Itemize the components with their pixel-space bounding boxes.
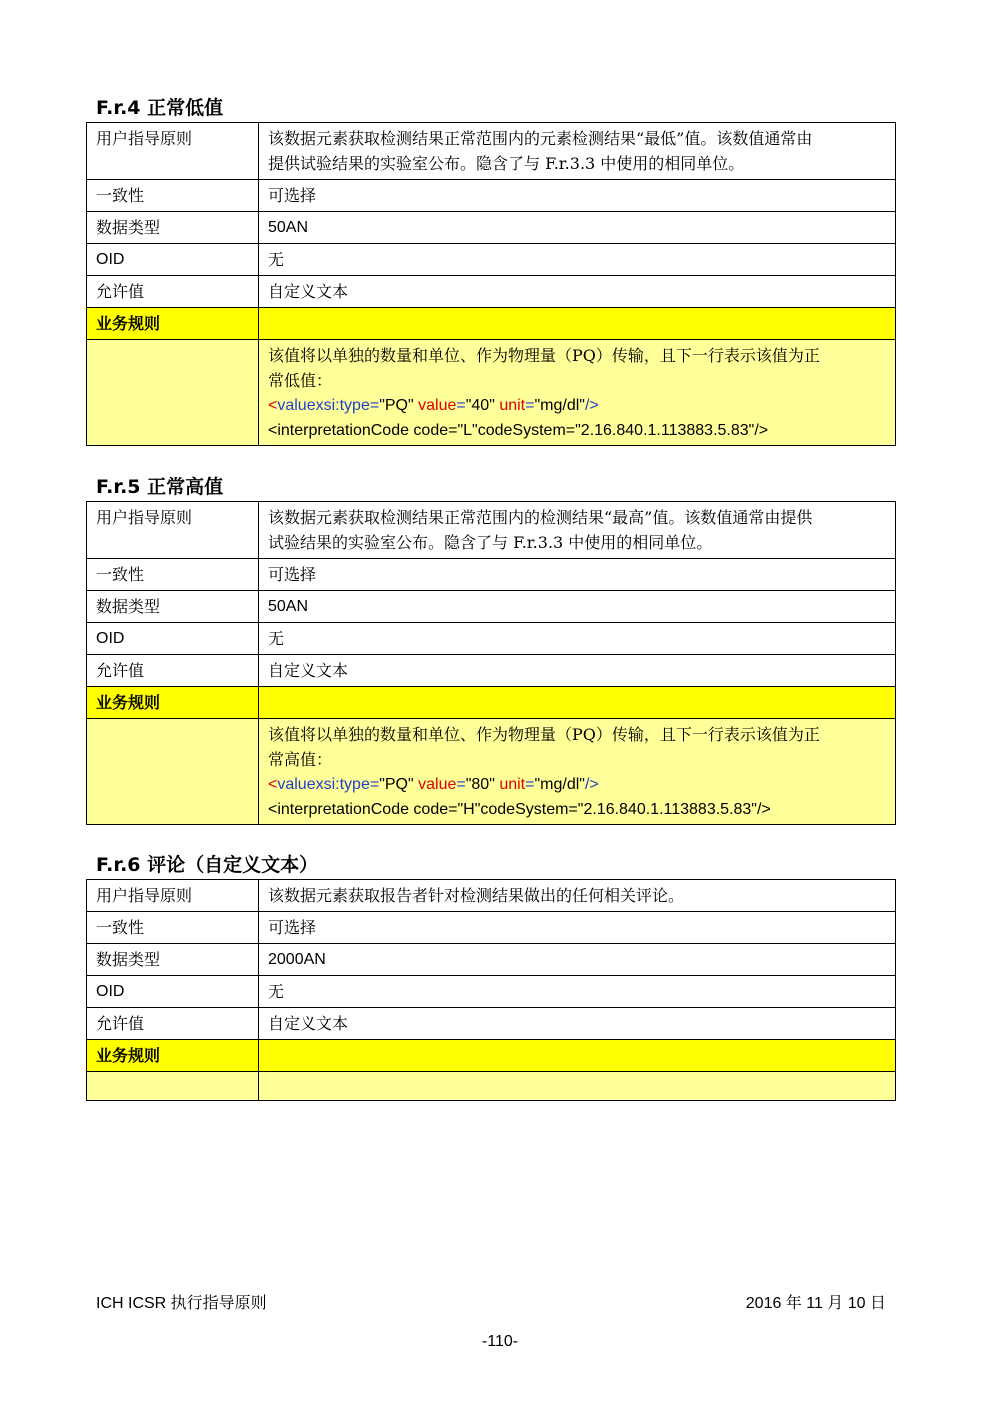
guideline-value: 该数据元素获取报告者针对检测结果做出的任何相关评论。 (259, 880, 896, 912)
conformance-value: 可选择 (259, 912, 896, 944)
spec-table (86, 879, 896, 1101)
code-lt: < (268, 776, 278, 793)
table-row (87, 912, 896, 944)
business-rules-label-text: 业务规则 (96, 693, 161, 712)
business-rules-label (87, 687, 259, 719)
table-row (87, 976, 896, 1008)
allowed-label: 允许值 (87, 655, 259, 687)
code-line-value (268, 393, 887, 418)
guideline-line: 提供试验结果的实验室公布。隐含了与 F.r.3.3 中使用的相同单位。 (268, 154, 745, 173)
allowed-value: 自定义文本 (259, 276, 896, 308)
business-rules-body-row (87, 340, 896, 446)
table-row (87, 244, 896, 276)
table-row (87, 655, 896, 687)
business-rules-label (87, 308, 259, 340)
conformance-label: 一致性 (87, 912, 259, 944)
guideline-value (259, 123, 896, 180)
table-row (87, 502, 896, 559)
code-eq: = (525, 397, 535, 414)
business-rules-content (259, 719, 896, 825)
allowed-label: 允许值 (87, 1008, 259, 1040)
business-rules-label-text: 业务规则 (96, 1046, 161, 1065)
business-rules-body-row (87, 1072, 896, 1101)
datatype-label: 数据类型 (87, 944, 259, 976)
code-line-interpretation: <interpretationCode code="L"codeSystem="2.16.840.1.113883.5.83"/> (268, 422, 769, 439)
business-rules-header-blank (259, 308, 896, 340)
conformance-value: 可选择 (259, 180, 896, 212)
guideline-line: 该数据元素获取检测结果正常范围内的元素检测结果“最低”值。该数值通常由 (268, 129, 813, 148)
code-eq: = (369, 397, 380, 414)
rule-line: 该值将以单独的数量和单位、作为物理量（PQ）传输，且下一行表示该值为正 (268, 725, 820, 744)
section-fr4 (86, 94, 896, 446)
oid-value: 无 (259, 244, 896, 276)
guideline-label: 用户指导原则 (87, 123, 259, 180)
table-row (87, 591, 896, 623)
section-title: F.r.6 评论（自定义文本） (96, 854, 319, 876)
business-rules-body-blank (87, 719, 259, 825)
code-value-val: "40" (465, 397, 495, 414)
business-rules-content (259, 1072, 896, 1101)
datatype-value: 50AN (259, 212, 896, 244)
rule-line: 该值将以单独的数量和单位、作为物理量（PQ）传输，且下一行表示该值为正 (268, 346, 820, 365)
business-rules-header-row (87, 1040, 896, 1072)
table-row (87, 880, 896, 912)
code-unit-val: "mg/dl" (534, 776, 585, 793)
oid-label: OID (87, 976, 259, 1008)
rule-line: 常低值： (268, 371, 333, 390)
table-row (87, 212, 896, 244)
conformance-value: 可选择 (259, 559, 896, 591)
footer-document-title: ICH ICSR 执行指导原则 (96, 1295, 267, 1312)
business-rules-header-blank (259, 1040, 896, 1072)
table-row (87, 180, 896, 212)
datatype-value: 50AN (259, 591, 896, 623)
code-eq: = (456, 397, 466, 414)
code-type-val: "PQ" (379, 776, 414, 793)
code-attr-unit: unit (499, 776, 526, 793)
guideline-value (259, 502, 896, 559)
guideline-line: 该数据元素获取检测结果正常范围内的检测结果“最高”值。该数值通常由提供 (268, 508, 813, 527)
datatype-label: 数据类型 (87, 212, 259, 244)
business-rules-header-row (87, 687, 896, 719)
code-eq: = (456, 776, 466, 793)
allowed-label: 允许值 (87, 276, 259, 308)
business-rules-body-blank (87, 340, 259, 446)
spec-table (86, 122, 896, 446)
oid-label: OID (87, 244, 259, 276)
allowed-value: 自定义文本 (259, 655, 896, 687)
code-close: /> (584, 776, 599, 793)
code-lt: < (268, 397, 278, 414)
code-eq: = (369, 776, 380, 793)
code-close: /> (584, 397, 599, 414)
business-rules-label-text: 业务规则 (96, 314, 161, 333)
business-rules-label (87, 1040, 259, 1072)
code-eq: = (525, 776, 535, 793)
guideline-label: 用户指导原则 (87, 880, 259, 912)
code-tag: valuexsi:type (277, 776, 370, 793)
table-row (87, 276, 896, 308)
table-row (87, 623, 896, 655)
business-rules-body-row (87, 719, 896, 825)
table-row (87, 123, 896, 180)
oid-label: OID (87, 623, 259, 655)
section-title: F.r.4 正常低值 (96, 97, 224, 119)
business-rules-header-row (87, 308, 896, 340)
code-unit-val: "mg/dl" (534, 397, 585, 414)
code-line-interpretation: <interpretationCode code="H"codeSystem="2.16.840.1.113883.5.83"/> (268, 801, 771, 818)
table-row (87, 1008, 896, 1040)
code-value-val: "80" (465, 776, 495, 793)
conformance-label: 一致性 (87, 559, 259, 591)
section-fr6 (86, 851, 896, 1101)
table-row (87, 944, 896, 976)
business-rules-header-blank (259, 687, 896, 719)
code-tag: valuexsi:type (277, 397, 370, 414)
guideline-label: 用户指导原则 (87, 502, 259, 559)
conformance-label: 一致性 (87, 180, 259, 212)
code-type-val: "PQ" (379, 397, 414, 414)
page-number: -110- (481, 1333, 519, 1350)
code-attr-unit: unit (499, 397, 526, 414)
code-attr-value: value (418, 397, 457, 414)
section-title: F.r.5 正常高值 (96, 476, 224, 498)
footer-date: 2016 年 11 月 10 日 (745, 1295, 886, 1312)
table-row (87, 559, 896, 591)
code-attr-value: value (418, 776, 457, 793)
spec-table (86, 501, 896, 825)
section-fr5 (86, 473, 896, 825)
code-line-value (268, 772, 887, 797)
allowed-value: 自定义文本 (259, 1008, 896, 1040)
business-rules-content (259, 340, 896, 446)
rule-line: 常高值： (268, 750, 333, 769)
datatype-value: 2000AN (259, 944, 896, 976)
oid-value: 无 (259, 623, 896, 655)
guideline-line: 试验结果的实验室公布。隐含了与 F.r.3.3 中使用的相同单位。 (268, 533, 713, 552)
business-rules-body-blank (87, 1072, 259, 1101)
oid-value: 无 (259, 976, 896, 1008)
datatype-label: 数据类型 (87, 591, 259, 623)
